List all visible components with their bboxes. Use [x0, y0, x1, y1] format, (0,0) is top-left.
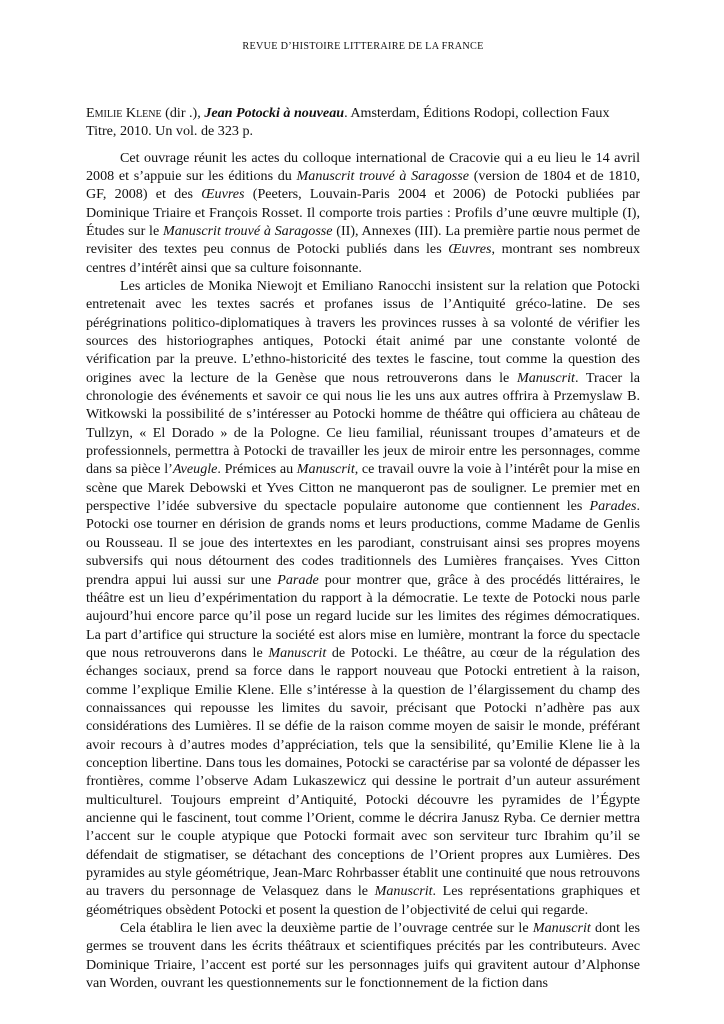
italic-title-text: Manuscrit — [268, 644, 327, 661]
italic-title-text: Aveugle — [172, 461, 218, 478]
italic-title-text: Manuscrit — [374, 883, 433, 900]
italic-title-text: Manuscrit — [517, 369, 575, 386]
paragraph-text: (Peeters, Louvain-Paris 2004 et 2006) de Potocki publiées par Dominique Triaire et François Rosset. Il comporte trois parties : Profils d’une œuvre multiple (I), Études sur le — [86, 186, 641, 239]
paragraph-text: . Les représentations graphiques et géométriques obsèdent Potocki et posent la question de l’objectivité de celui qui regarde. — [86, 883, 640, 918]
paragraph-text: Cet ouvrage réunit les actes du colloque international de Cracovie qui a eu lieu le 14 avril 2008 et s’appuie sur les éditions du — [86, 149, 640, 184]
italic-title-text: Manuscrit trouvé à Saragosse — [296, 167, 470, 184]
paragraph-text: . Prémices au — [217, 461, 297, 478]
body-paragraph — [86, 149, 640, 277]
paragraph-text: . Tracer la chronologie des événements et savoir ce qui nous lie les uns aux autres offrira à Przemyslaw B. Witkowski la possibilité de s’intéresser au Potocki homme de théâtre qui officiera au château de Tullzyn, « El Dorado » de la Pologne. Ce lieu familial, réunissant troupes d’amateurs et de professionnels, permettra à Potocki de travailler les jeux de miroir entre les personnages, comme dans sa pièce l’ — [86, 369, 640, 478]
running-header: REVUE D’HISTOIRE LITTERAIRE DE LA FRANCE — [242, 41, 484, 52]
italic-title-text: Parade — [277, 571, 319, 588]
reference-publication-details: . Amsterdam, Éditions Rodopi, collection Faux Titre, 2010. Un vol. de 323 p. — [86, 105, 610, 140]
italic-title-text: Œuvres — [448, 241, 492, 258]
paragraph-text: (II), Annexes (III). La première partie nous permet de revisiter des textes peu connus de Potocki publiés dans les — [86, 222, 641, 258]
paragraph-text: Les articles de Monika Niewojt et Emiliano Ranocchi insistent sur la relation que Potocki entretenait avec les textes sacrés et profanes issus de l’Antiquité gréco-latine. De ses pérégrinations politico-diplomatiques à travers les provinces russes à sa volonté de vérifier les sources des historiographes antiques, Potocki était animé par une constante volonté de vérification par la preuve. L’ethno-historicité des textes le fascine, tout comme la question des origines avec la lecture de la Genèse que nous retrouverons dans le — [86, 278, 640, 386]
reference-editor-note: (dir .), — [161, 105, 205, 121]
paragraph-text: pour montrer que, grâce à des procédés littéraires, le théâtre est un lieu d’expérimentation du rapport à la démocratie. Le texte de Potocki nous parle aujourd’hui encore parce qu’il pose un regard lucide sur les limites des régimes démocratiques. La part d’artifice qui structure la société est alors mise en lumière, montrant la force du spectacle que nous retrouverons dans le — [86, 571, 640, 661]
paragraph-text: dont les germes se trouvent dans les écrits théâtraux et scientifiques précités par les contributeurs. Avec Dominique Triaire, l’accent est porté sur les personnages juifs qui gravitent autour d’Alphonse van Worden, ouvrant les questionnements sur le fonctionnement de la fiction dans — [86, 920, 641, 992]
italic-title-text: Manuscrit trouvé à Saragosse — [162, 222, 333, 239]
book-reference — [86, 104, 640, 141]
body-paragraph — [86, 919, 640, 992]
paragraph-text: , ce travail ouvre la voie à l’intérêt pour la mise en scène que Marek Debowski et Yves Citton ne manqueront pas de souligner. Le premier met en perspective l’idée subversive du spectacle populaire autonome que contiennent les — [86, 461, 641, 515]
paragraph-text: , montrant ses nombreux centres d’intérêt ainsi que sa culture foisonnante. — [86, 241, 640, 276]
reference-author: Emilie Klene — [86, 105, 162, 121]
body-paragraph — [86, 277, 640, 919]
paragraph-text: Cela établira le lien avec la deuxième partie de l’ouvrage centrée sur le — [120, 920, 533, 937]
reference-book-title: Jean Potocki à nouveau — [204, 105, 345, 121]
paragraph-text: de Potocki. Le théâtre, au cœur de la régulation des échanges sociaux, prend sa force dans le rapport nouveau que Potocki entretient à la raison, comme l’explique Emilie Klene. Elle s’intéresse à la question de l’élargissement du champ des connaissances qui repousse les limites du savoir, précisant que Potocki n’adhère pas aux considérations des Lumières. Il se défie de la raison comme moyen de saisir le monde, préférant avoir recours à d’autres modes d’appréciation, tels que la sensibilité, qu’Emilie Klene lie à la conception libertine. Dans tous les domaines, Potocki se caractérise par sa volonté de dépasser les frontières, comme l’observe Adam Lukaszewicz qui dessine le portrait d’un auteur assurément multiculturel. Toujours empreint d’Antiquité, Potocki découvre les pyramides de l’Égypte ancienne qui le fascinent, tout comme l’Orient, comme le décrira Janusz Ryba. Ce dernier mettra l’accent sur le couple atypique que Potocki formait avec son serviteur turc Ibrahim qu’il se défendait de stigmatiser, se détachant des conceptions de l’Orient propres aux Lumières. Des pyramides au style géométrique, Jean-Marc Rohrbasser établit une continuité que nous retrouvons au travers du personnage de Velasquez dans le — [86, 644, 640, 900]
italic-title-text: Manuscrit — [532, 920, 591, 937]
paragraph-text: . Potocki ose tourner en dérision de grands noms et leurs productions, comme Madame de Genlis ou Rousseau. Il se joue des intertextes en les parodiant, construisant ainsi ses propres moyens subversifs qui nous détournent des codes traditionnels des Lumières françaises. Yves Citton prendra appui lui aussi sur une — [86, 498, 640, 588]
italic-title-text: Manuscrit — [296, 461, 355, 478]
review-body — [86, 149, 640, 993]
italic-title-text: Œuvres — [201, 186, 245, 203]
italic-title-text: Parades — [589, 498, 637, 515]
paragraph-text: (version de 1804 et de 1810, GF, 2008) et des — [86, 167, 641, 203]
